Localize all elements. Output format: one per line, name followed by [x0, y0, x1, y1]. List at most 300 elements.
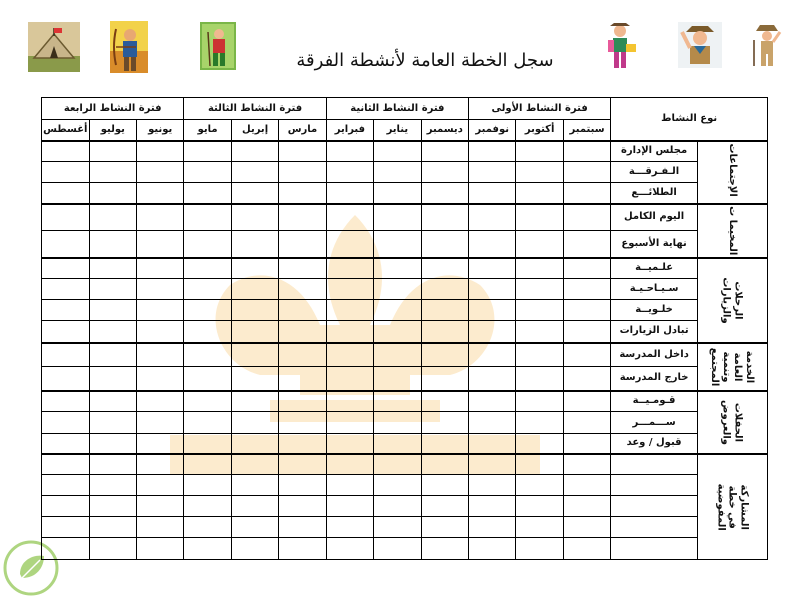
plan-entry-cell[interactable] [469, 279, 516, 300]
plan-entry-cell[interactable] [563, 141, 610, 162]
plan-entry-cell[interactable] [421, 496, 468, 517]
plan-entry-cell[interactable] [184, 434, 231, 454]
plan-entry-cell[interactable] [516, 517, 563, 538]
plan-entry-cell[interactable] [326, 475, 373, 496]
scout-leader-icon [678, 22, 722, 68]
plan-entry-cell[interactable] [89, 434, 136, 454]
table-row [42, 367, 768, 391]
activity-subtype-cell [611, 231, 698, 258]
plan-entry-cell[interactable] [184, 343, 231, 367]
plan-entry-cell[interactable] [42, 367, 90, 391]
plan-entry-cell[interactable] [279, 231, 326, 258]
plan-entry-cell[interactable] [89, 231, 136, 258]
plan-entry-cell[interactable] [184, 162, 231, 183]
plan-entry-cell[interactable] [374, 391, 421, 412]
month-header: يناير [374, 120, 421, 141]
plan-entry-cell[interactable] [469, 204, 516, 231]
plan-entry-cell[interactable] [421, 258, 468, 279]
activity-subtype-cell [611, 434, 698, 454]
activity-subtype-cell [611, 141, 698, 162]
plan-entry-cell[interactable] [184, 517, 231, 538]
plan-entry-cell[interactable] [563, 367, 610, 391]
category-label: الخدمة العامة وتنمية المجتمع [709, 347, 756, 386]
plan-entry-cell[interactable] [137, 231, 184, 258]
plan-entry-cell[interactable] [469, 434, 516, 454]
plan-entry-cell[interactable] [421, 454, 468, 475]
plan-entry-cell[interactable] [326, 162, 373, 183]
page-title: سجل الخطة العامة لأنشطة الفرقة [296, 50, 554, 71]
table-row [42, 391, 768, 412]
plan-entry-cell[interactable] [421, 321, 468, 343]
plan-entry-cell[interactable] [42, 412, 90, 434]
plan-entry-cell[interactable] [279, 204, 326, 231]
plan-entry-cell[interactable] [563, 391, 610, 412]
plan-entry-cell[interactable] [137, 141, 184, 162]
plan-entry-cell[interactable] [184, 279, 231, 300]
plan-entry-cell[interactable] [231, 204, 278, 231]
plan-entry-cell[interactable] [516, 231, 563, 258]
plan-entry-cell[interactable] [89, 321, 136, 343]
plan-entry-cell[interactable] [421, 231, 468, 258]
plan-entry-cell[interactable] [469, 258, 516, 279]
plan-entry-cell[interactable] [42, 231, 90, 258]
plan-entry-cell[interactable] [469, 538, 516, 560]
plan-entry-cell[interactable] [231, 538, 278, 560]
plan-entry-cell[interactable] [563, 343, 610, 367]
plan-entry-cell[interactable] [279, 475, 326, 496]
plan-entry-cell[interactable] [469, 391, 516, 412]
plan-entry-cell[interactable] [326, 141, 373, 162]
plan-entry-cell[interactable] [326, 496, 373, 517]
category-cell [697, 343, 767, 391]
activity-subtype-label: سـيـاحـيـة [629, 283, 679, 294]
table-row [42, 496, 768, 517]
table-row [42, 454, 768, 475]
activity-subtype-cell [611, 367, 698, 391]
month-header: يوليو [89, 120, 136, 141]
plan-entry-cell[interactable] [421, 475, 468, 496]
plan-entry-cell[interactable] [231, 517, 278, 538]
plan-entry-cell[interactable] [137, 412, 184, 434]
plan-entry-cell[interactable] [279, 434, 326, 454]
plan-entry-cell[interactable] [137, 258, 184, 279]
plan-entry-cell[interactable] [563, 475, 610, 496]
plan-entry-cell[interactable] [231, 391, 278, 412]
plan-entry-cell[interactable] [516, 454, 563, 475]
plan-entry-cell[interactable] [421, 183, 468, 204]
plan-entry-cell[interactable] [137, 517, 184, 538]
plan-entry-cell[interactable] [231, 454, 278, 475]
activity-subtype-label: قـومـيــة [632, 395, 676, 407]
plan-entry-cell[interactable] [137, 162, 184, 183]
plan-entry-cell[interactable] [469, 183, 516, 204]
activity-plan-table [41, 97, 768, 560]
plan-entry-cell[interactable] [563, 321, 610, 343]
plan-entry-cell[interactable] [42, 538, 90, 560]
category-cell [697, 141, 767, 204]
plan-entry-cell[interactable] [231, 231, 278, 258]
plan-entry-cell[interactable] [184, 496, 231, 517]
plan-entry-cell[interactable] [42, 279, 90, 300]
plan-entry-cell[interactable] [42, 434, 90, 454]
period-1-header: فترة النشاط الأولى [469, 98, 611, 120]
plan-entry-cell[interactable] [516, 162, 563, 183]
period-3-header: فترة النشاط الثالثة [184, 98, 326, 120]
plan-entry-cell[interactable] [421, 162, 468, 183]
plan-entry-cell[interactable] [326, 343, 373, 367]
plan-entry-cell[interactable] [137, 279, 184, 300]
plan-entry-cell[interactable] [374, 183, 421, 204]
plan-entry-cell[interactable] [89, 279, 136, 300]
plan-entry-cell[interactable] [137, 183, 184, 204]
plan-entry-cell[interactable] [326, 367, 373, 391]
plan-entry-cell[interactable] [42, 300, 90, 321]
plan-entry-cell[interactable] [469, 454, 516, 475]
plan-entry-cell[interactable] [279, 517, 326, 538]
plan-entry-cell[interactable] [326, 412, 373, 434]
plan-entry-cell[interactable] [279, 183, 326, 204]
plan-entry-cell[interactable] [42, 475, 90, 496]
plan-entry-cell[interactable] [231, 300, 278, 321]
plan-entry-cell[interactable] [563, 454, 610, 475]
plan-entry-cell[interactable] [42, 162, 90, 183]
activity-subtype-label: داخل المدرسة [619, 348, 689, 360]
month-header: نوفمبر [469, 120, 516, 141]
plan-entry-cell[interactable] [516, 141, 563, 162]
plan-entry-cell[interactable] [42, 391, 90, 412]
plan-entry-cell[interactable] [374, 141, 421, 162]
plan-entry-cell[interactable] [137, 391, 184, 412]
plan-entry-cell[interactable] [137, 434, 184, 454]
plan-entry-cell[interactable] [374, 204, 421, 231]
table-row [42, 231, 768, 258]
plan-entry-cell[interactable] [469, 367, 516, 391]
plan-entry-cell[interactable] [184, 475, 231, 496]
plan-entry-cell[interactable] [89, 204, 136, 231]
plan-entry-cell[interactable] [89, 391, 136, 412]
table-row [42, 475, 768, 496]
plan-entry-cell[interactable] [516, 183, 563, 204]
plan-entry-cell[interactable] [374, 517, 421, 538]
plan-entry-cell[interactable] [42, 454, 90, 475]
plan-entry-cell[interactable] [374, 279, 421, 300]
plan-entry-cell[interactable] [421, 391, 468, 412]
plan-entry-cell[interactable] [326, 517, 373, 538]
plan-entry-cell[interactable] [231, 475, 278, 496]
table-row [42, 204, 768, 231]
plan-entry-cell[interactable] [326, 538, 373, 560]
activity-subtype-cell [611, 538, 698, 560]
plan-entry-cell[interactable] [563, 434, 610, 454]
month-header: يونيو [137, 120, 184, 141]
activity-subtype-cell [611, 517, 698, 538]
plan-entry-cell[interactable] [42, 183, 90, 204]
plan-entry-cell[interactable] [421, 434, 468, 454]
plan-entry-cell[interactable] [563, 183, 610, 204]
plan-entry-cell[interactable] [421, 343, 468, 367]
plan-entry-cell[interactable] [563, 300, 610, 321]
plan-entry-cell[interactable] [279, 391, 326, 412]
plan-entry-cell[interactable] [279, 300, 326, 321]
plan-entry-cell[interactable] [469, 321, 516, 343]
plan-entry-cell[interactable] [326, 258, 373, 279]
plan-entry-cell[interactable] [516, 475, 563, 496]
plan-entry-cell[interactable] [563, 204, 610, 231]
plan-entry-cell[interactable] [184, 538, 231, 560]
plan-entry-cell[interactable] [516, 343, 563, 367]
plan-entry-cell[interactable] [516, 367, 563, 391]
plan-entry-cell[interactable] [279, 496, 326, 517]
table-row [42, 412, 768, 434]
activity-subtype-cell [611, 183, 698, 204]
plan-entry-cell[interactable] [374, 162, 421, 183]
activity-subtype-label: ســـمـــر [632, 416, 676, 428]
plan-entry-cell[interactable] [184, 321, 231, 343]
plan-entry-cell[interactable] [89, 162, 136, 183]
tent-icon [28, 22, 80, 72]
plan-entry-cell[interactable] [421, 141, 468, 162]
plan-entry-cell[interactable] [42, 141, 90, 162]
plan-entry-cell[interactable] [137, 367, 184, 391]
activity-subtype-label: قبول / وعد [626, 437, 682, 449]
plan-entry-cell[interactable] [563, 517, 610, 538]
plan-entry-cell[interactable] [137, 300, 184, 321]
plan-entry-cell[interactable] [279, 279, 326, 300]
scout-archer-icon [110, 21, 148, 73]
month-header: ديسمبر [421, 120, 468, 141]
plan-entry-cell[interactable] [374, 300, 421, 321]
category-label: المشاركة في خطة المفوضية [715, 483, 750, 531]
plan-entry-cell[interactable] [326, 391, 373, 412]
activity-subtype-cell [611, 412, 698, 434]
plan-entry-cell[interactable] [184, 391, 231, 412]
plan-entry-cell[interactable] [516, 538, 563, 560]
plan-entry-cell[interactable] [231, 141, 278, 162]
plan-entry-cell[interactable] [421, 517, 468, 538]
plan-entry-cell[interactable] [137, 204, 184, 231]
plan-entry-cell[interactable] [279, 162, 326, 183]
plan-entry-cell[interactable] [279, 367, 326, 391]
activity-subtype-cell [611, 321, 698, 343]
plan-entry-cell[interactable] [231, 412, 278, 434]
plan-entry-cell[interactable] [563, 162, 610, 183]
plan-entry-cell[interactable] [469, 496, 516, 517]
table-row [42, 258, 768, 279]
plan-entry-cell[interactable] [374, 321, 421, 343]
plan-entry-cell[interactable] [421, 412, 468, 434]
category-cell [697, 258, 767, 343]
plan-entry-cell[interactable] [184, 367, 231, 391]
plan-entry-cell[interactable] [137, 496, 184, 517]
plan-entry-cell[interactable] [89, 496, 136, 517]
plan-entry-cell[interactable] [469, 141, 516, 162]
plan-entry-cell[interactable] [421, 204, 468, 231]
plan-entry-cell[interactable] [421, 300, 468, 321]
plan-entry-cell[interactable] [42, 496, 90, 517]
plan-entry-cell[interactable] [374, 258, 421, 279]
plan-entry-cell[interactable] [89, 475, 136, 496]
plan-entry-cell[interactable] [89, 343, 136, 367]
month-header: مارس [279, 120, 326, 141]
plan-entry-cell[interactable] [563, 258, 610, 279]
activity-subtype-label: مجلس الإدارة [620, 145, 688, 157]
plan-entry-cell[interactable] [231, 183, 278, 204]
table-row [42, 538, 768, 560]
plan-entry-cell[interactable] [184, 258, 231, 279]
plan-entry-cell[interactable] [563, 412, 610, 434]
table-row [42, 517, 768, 538]
category-label: الرحلات والزيارات [721, 276, 744, 324]
plan-entry-cell[interactable] [231, 321, 278, 343]
table-row [42, 300, 768, 321]
plan-entry-cell[interactable] [231, 367, 278, 391]
plan-entry-cell[interactable] [374, 454, 421, 475]
plan-entry-cell[interactable] [137, 454, 184, 475]
plan-entry-cell[interactable] [184, 183, 231, 204]
month-header: فبراير [326, 120, 373, 141]
plan-entry-cell[interactable] [469, 162, 516, 183]
plan-entry-cell[interactable] [469, 412, 516, 434]
plan-entry-cell[interactable] [563, 496, 610, 517]
plan-entry-cell[interactable] [374, 475, 421, 496]
plan-entry-cell[interactable] [89, 412, 136, 434]
plan-entry-cell[interactable] [184, 412, 231, 434]
plan-entry-cell[interactable] [563, 538, 610, 560]
plan-entry-cell[interactable] [469, 517, 516, 538]
plan-entry-cell[interactable] [89, 141, 136, 162]
plan-entry-cell[interactable] [516, 412, 563, 434]
plan-entry-cell[interactable] [326, 300, 373, 321]
plan-entry-cell[interactable] [326, 321, 373, 343]
plan-entry-cell[interactable] [137, 475, 184, 496]
activity-plan-body [42, 141, 768, 560]
plan-entry-cell[interactable] [326, 279, 373, 300]
plan-entry-cell[interactable] [516, 434, 563, 454]
plan-entry-cell[interactable] [89, 538, 136, 560]
plan-entry-cell[interactable] [326, 434, 373, 454]
plan-entry-cell[interactable] [279, 321, 326, 343]
plan-entry-cell[interactable] [469, 475, 516, 496]
plan-entry-cell[interactable] [231, 162, 278, 183]
plan-entry-cell[interactable] [374, 412, 421, 434]
plan-entry-cell[interactable] [563, 279, 610, 300]
plan-entry-cell[interactable] [137, 321, 184, 343]
plan-entry-cell[interactable] [279, 141, 326, 162]
plan-entry-cell[interactable] [326, 231, 373, 258]
plan-entry-cell[interactable] [279, 258, 326, 279]
plan-entry-cell[interactable] [231, 496, 278, 517]
plan-entry-cell[interactable] [279, 412, 326, 434]
plan-entry-cell[interactable] [42, 321, 90, 343]
plan-entry-cell[interactable] [231, 343, 278, 367]
activity-subtype-cell [611, 475, 698, 496]
plan-entry-cell[interactable] [89, 258, 136, 279]
plan-entry-cell[interactable] [374, 343, 421, 367]
plan-entry-cell[interactable] [421, 279, 468, 300]
plan-entry-cell[interactable] [326, 204, 373, 231]
plan-entry-cell[interactable] [469, 300, 516, 321]
scout-hiker-icon [600, 22, 642, 72]
plan-entry-cell[interactable] [374, 231, 421, 258]
plan-entry-cell[interactable] [231, 279, 278, 300]
category-cell [697, 454, 767, 560]
month-header: أكتوبر [516, 120, 563, 141]
plan-entry-cell[interactable] [42, 343, 90, 367]
plan-entry-cell[interactable] [516, 300, 563, 321]
plan-entry-cell[interactable] [516, 496, 563, 517]
category-label: الحفلات والعروض [721, 399, 744, 445]
activity-subtype-label: الطلائـــع [631, 186, 677, 198]
activity-subtype-label: اليوم الكامل [623, 211, 685, 223]
plan-entry-cell[interactable] [374, 538, 421, 560]
plan-entry-cell[interactable] [89, 454, 136, 475]
plan-entry-cell[interactable] [89, 517, 136, 538]
plan-entry-cell[interactable] [231, 434, 278, 454]
plan-entry-cell[interactable] [184, 204, 231, 231]
plan-entry-cell[interactable] [184, 231, 231, 258]
activity-subtype-label: خارج المدرسة [619, 372, 689, 384]
plan-entry-cell[interactable] [279, 454, 326, 475]
table-row [42, 434, 768, 454]
plan-entry-cell[interactable] [374, 367, 421, 391]
plan-entry-cell[interactable] [516, 279, 563, 300]
plan-entry-cell[interactable] [42, 517, 90, 538]
plan-entry-cell[interactable] [374, 496, 421, 517]
plan-entry-cell[interactable] [184, 300, 231, 321]
plan-entry-cell[interactable] [469, 231, 516, 258]
activity-subtype-cell [611, 279, 698, 300]
plan-entry-cell[interactable] [89, 300, 136, 321]
plan-entry-cell[interactable] [137, 343, 184, 367]
category-cell [697, 391, 767, 454]
plan-entry-cell[interactable] [279, 538, 326, 560]
plan-entry-cell[interactable] [516, 391, 563, 412]
plan-entry-cell[interactable] [42, 258, 90, 279]
activity-subtype-cell [611, 391, 698, 412]
category-cell [697, 204, 767, 258]
activity-subtype-label: نهاية الأسبوع [621, 237, 687, 249]
plan-entry-cell[interactable] [469, 343, 516, 367]
plan-entry-cell[interactable] [516, 321, 563, 343]
plan-entry-cell[interactable] [184, 141, 231, 162]
plan-entry-cell[interactable] [137, 538, 184, 560]
plan-entry-cell[interactable] [516, 258, 563, 279]
plan-entry-cell[interactable] [326, 183, 373, 204]
activity-subtype-cell [611, 258, 698, 279]
plan-entry-cell[interactable] [421, 367, 468, 391]
plan-entry-cell[interactable] [374, 434, 421, 454]
period-4-header: فترة النشاط الرابعة [42, 98, 184, 120]
plan-entry-cell[interactable] [563, 231, 610, 258]
month-header: سبتمبر [563, 120, 610, 141]
plan-entry-cell[interactable] [421, 538, 468, 560]
plan-entry-cell[interactable] [231, 258, 278, 279]
table-row [42, 183, 768, 204]
table-row [42, 321, 768, 343]
plan-entry-cell[interactable] [89, 367, 136, 391]
plan-entry-cell[interactable] [326, 454, 373, 475]
scout-salute-icon [750, 22, 784, 68]
plan-entry-cell[interactable] [516, 204, 563, 231]
plan-entry-cell[interactable] [89, 183, 136, 204]
plan-entry-cell[interactable] [184, 454, 231, 475]
activity-subtype-cell [611, 454, 698, 475]
table-row [42, 343, 768, 367]
scout-boy-icon [200, 22, 236, 70]
plan-entry-cell[interactable] [279, 343, 326, 367]
table-row [42, 141, 768, 162]
plan-entry-cell[interactable] [42, 204, 90, 231]
